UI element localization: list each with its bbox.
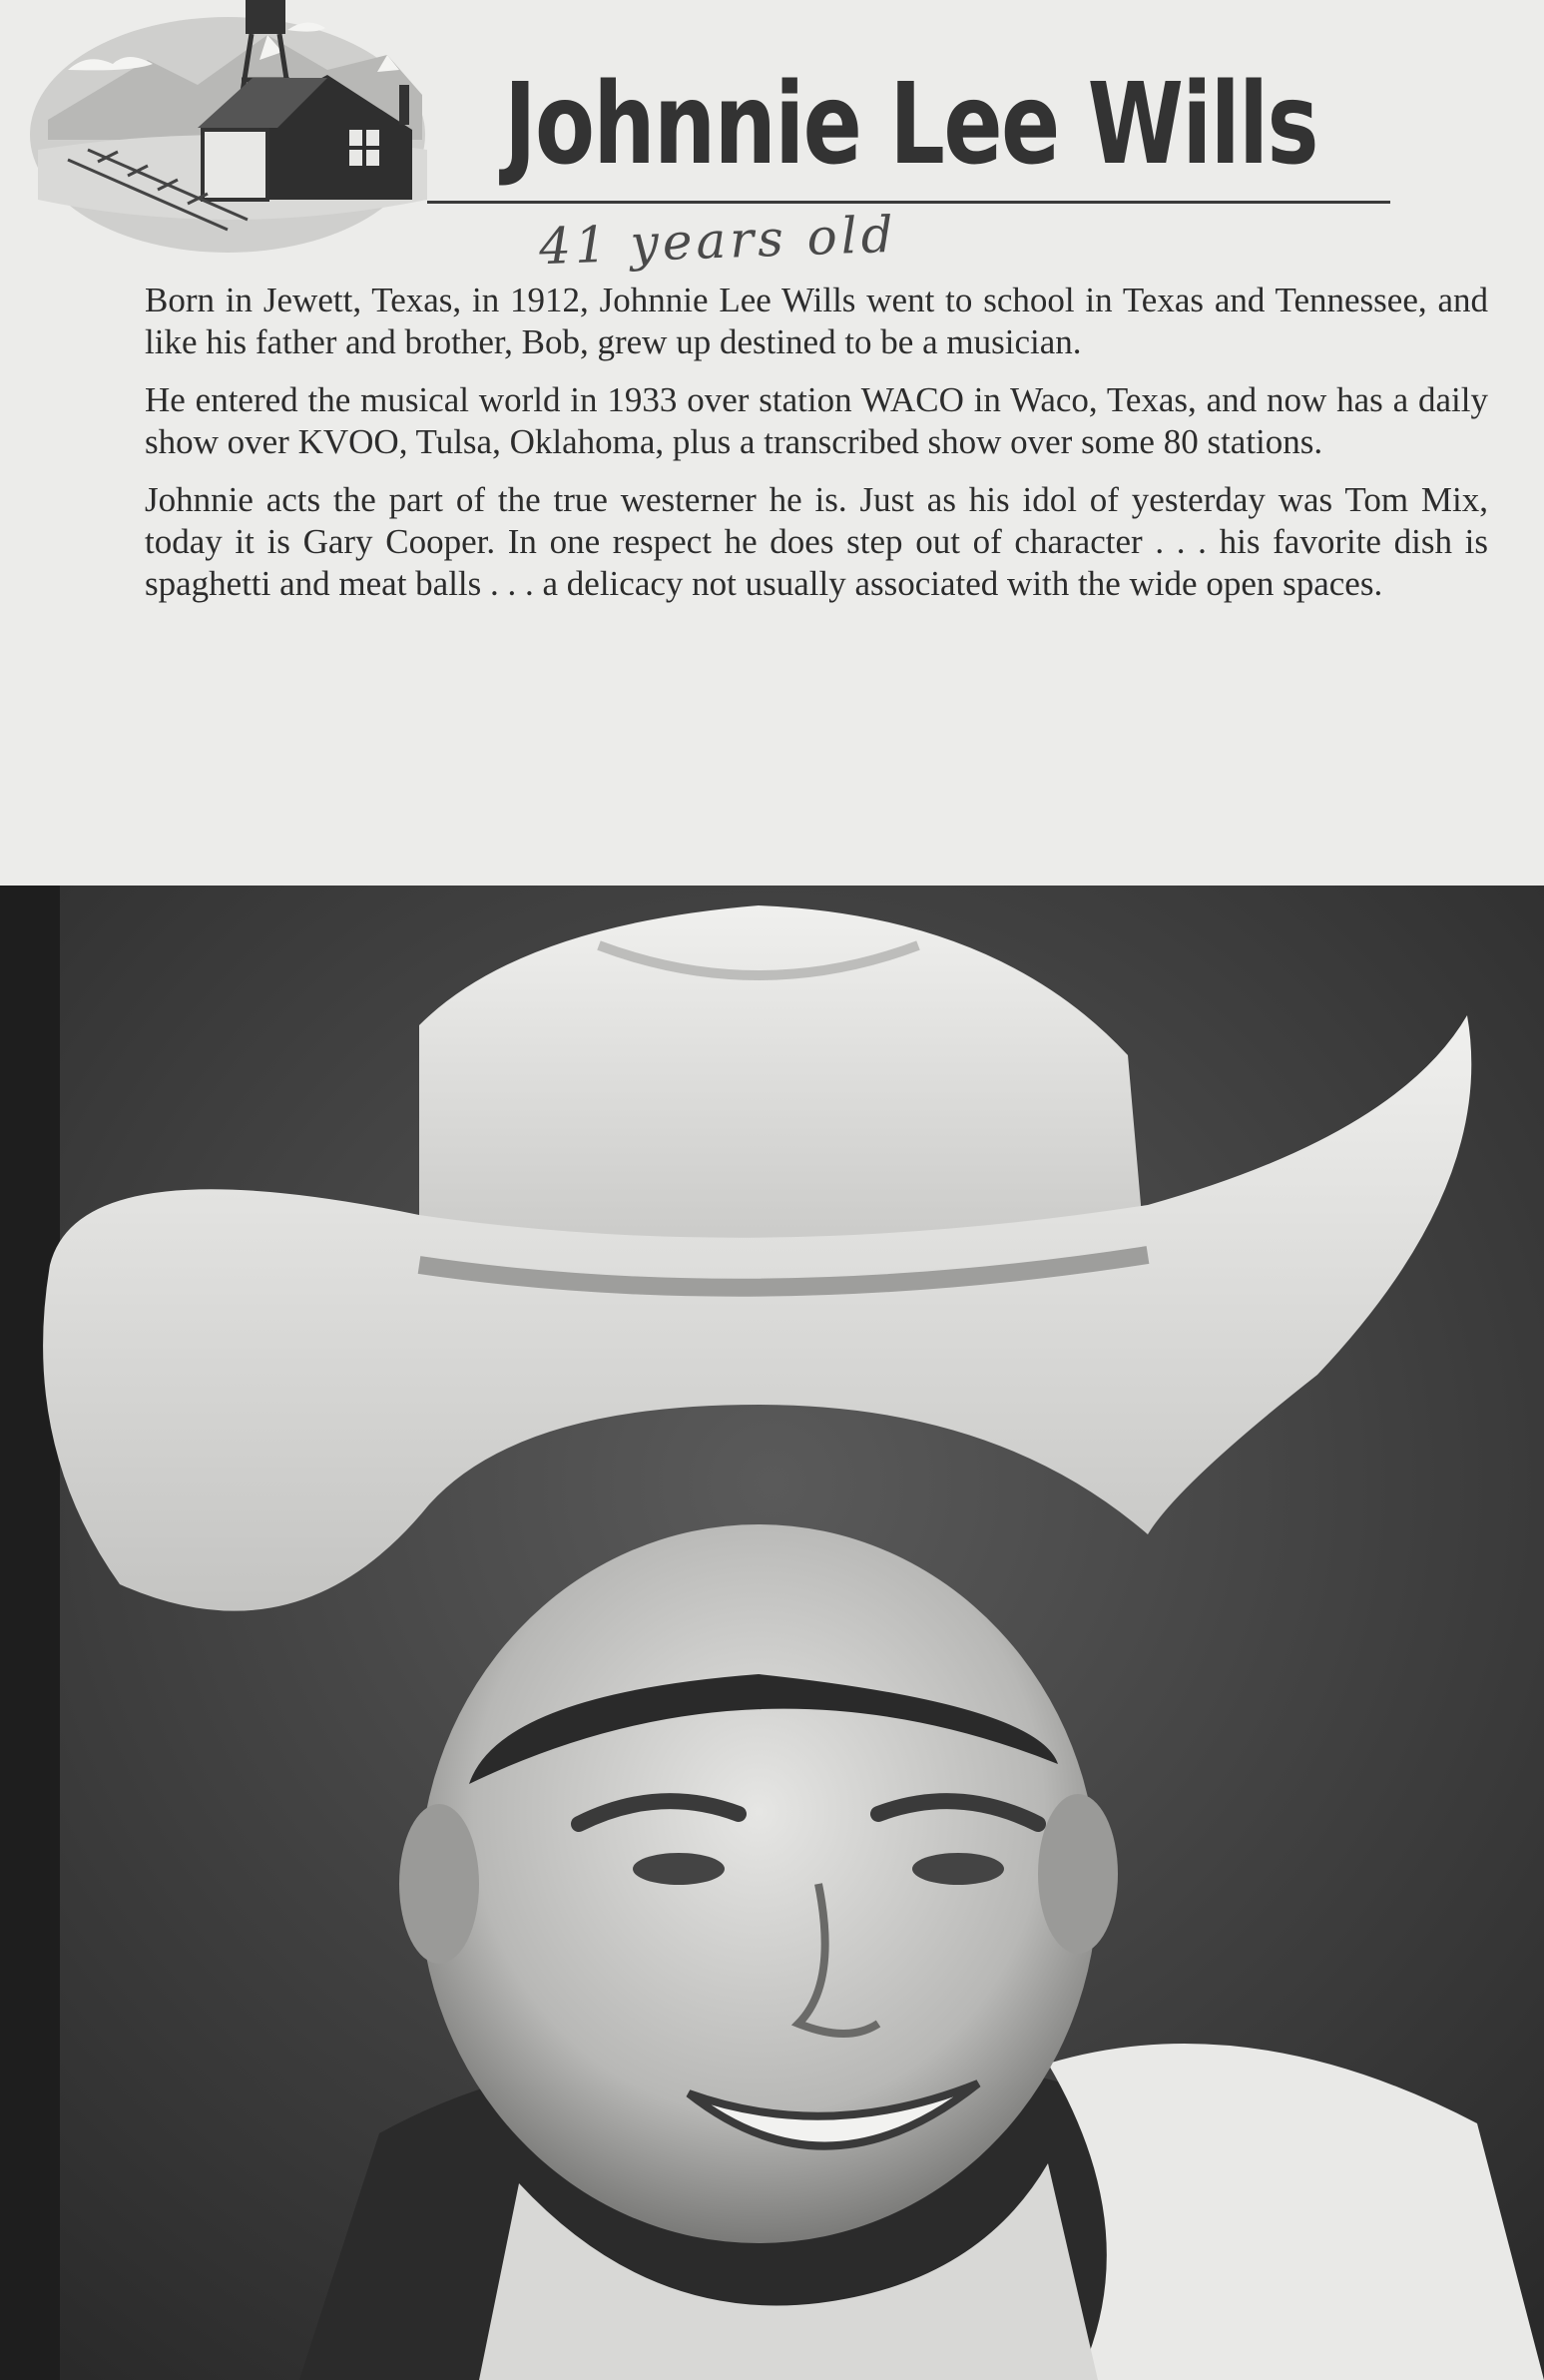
paragraph: He entered the musical world in 1933 over station WACO in Waco, Texas, and now has a daily show over KVOO, Tulsa, Oklahoma, plus a transcribed show over some 80 stations. [145, 380, 1488, 461]
ranch-house-illustration [28, 0, 437, 260]
handwritten-note: 41 years old [538, 205, 898, 277]
paragraph: Born in Jewett, Texas, in 1912, Johnnie Lee Wills went to school in Texas and Tennessee, and like his father and brother, Bob, grew up destined to be a musician. [145, 281, 1488, 361]
portrait-photograph [0, 886, 1544, 2380]
paragraph: Johnnie acts the part of the true westerner he is. Just as his idol of yesterday was Tom Mix, today it is Gary Cooper. In one respect he does step out of character . . . his favorite dish is spaghetti and meat balls . . . a delicacy not usually associated with the wide open spaces. [145, 480, 1488, 603]
biography-text [145, 280, 1488, 621]
page-title: Johnnie Lee Wills [504, 60, 1317, 190]
title-underline [427, 201, 1390, 204]
portrait-illustration [0, 886, 1544, 2380]
